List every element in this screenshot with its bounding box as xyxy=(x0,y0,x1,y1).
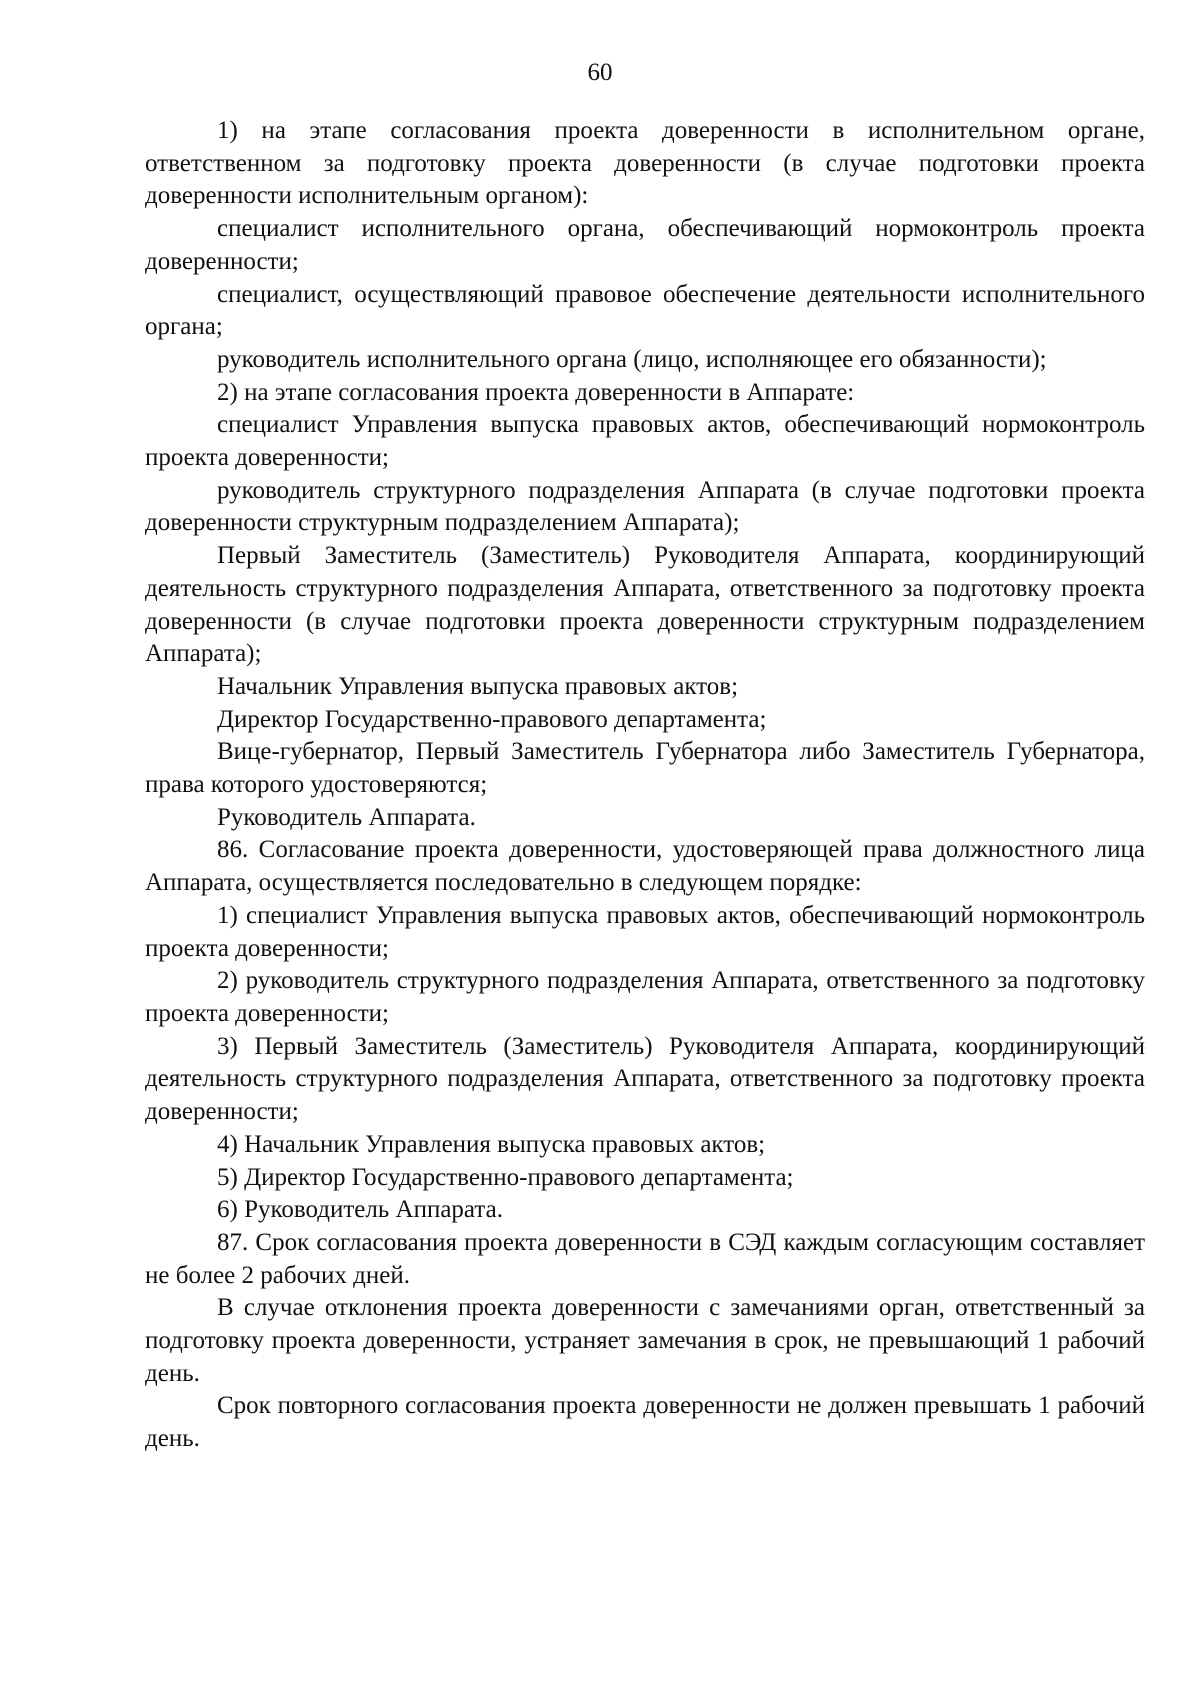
paragraph: 2) руководитель структурного подразделения Аппарата, ответственного за подготовку проекта доверенности; xyxy=(145,967,1145,1027)
paragraph: 5) Директор Государственно-правового департамента; xyxy=(217,1163,794,1191)
paragraph: Начальник Управления выпуска правовых актов; xyxy=(217,672,739,700)
paragraph: 6) Руководитель Аппарата. xyxy=(217,1196,503,1224)
paragraph: 87. Срок согласования проекта доверенности в СЭД каждым согласующим составляет не более 2 рабочих дней. xyxy=(145,1228,1145,1289)
paragraph: 2) на этапе согласования проекта доверенности в Аппарате: xyxy=(217,378,855,406)
paragraph: Срок повторного согласования проекта доверенности не должен превышать 1 рабочий день. xyxy=(145,1392,1145,1453)
paragraph: Первый Заместитель (Заместитель) Руководителя Аппарата, координирующий деятельность структурного подразделения Аппарата, ответственного за подготовку проекта доверенности (в случае подготовки проекта доверенности структурным подразделением Аппарата); xyxy=(145,542,1145,668)
paragraph: 86. Согласование проекта доверенности, удостоверяющей права должностного лица Аппарата, осуществляется последовательно в следующем порядке: xyxy=(145,836,1145,897)
paragraph: Вице-губернатор, Первый Заместитель Губернатора либо Заместитель Губернатора, права которого удостоверяются; xyxy=(145,738,1145,799)
paragraph: руководитель исполнительного органа (лицо, исполняющее его обязанности); xyxy=(217,345,1047,373)
paragraph: специалист Управления выпуска правовых актов, обеспечивающий нормоконтроль проекта доверенности; xyxy=(145,411,1145,472)
paragraph: специалист, осуществляющий правовое обеспечение деятельности исполнительного органа; xyxy=(145,280,1145,341)
paragraph: специалист исполнительного органа, обеспечивающий нормоконтроль проекта доверенности; xyxy=(145,215,1145,275)
paragraph: 3) Первый Заместитель (Заместитель) Руководителя Аппарата, координирующий деятельность структурного подразделения Аппарата, ответственного за подготовку проекта доверенности; xyxy=(145,1032,1145,1126)
paragraph: 1) специалист Управления выпуска правовых актов, обеспечивающий нормоконтроль проекта доверенности; xyxy=(145,901,1145,962)
page-number: 60 xyxy=(587,59,613,86)
paragraph: 4) Начальник Управления выпуска правовых актов; xyxy=(217,1130,766,1158)
paragraph: Директор Государственно-правового департамента; xyxy=(217,705,767,733)
paragraph: руководитель структурного подразделения Аппарата (в случае подготовки проекта доверенности структурным подразделением Аппарата); xyxy=(145,476,1145,537)
paragraph: В случае отклонения проекта доверенности с замечаниями орган, ответственный за подготовку проекта доверенности, устраняет замечания в срок, не превышающий 1 рабочий день. xyxy=(145,1294,1145,1387)
document-body xyxy=(145,115,1145,1456)
paragraph: Руководитель Аппарата. xyxy=(217,803,476,831)
paragraph: 1) на этапе согласования проекта доверенности в исполнительном органе, ответственном за подготовку проекта доверенности (в случае подготовки проекта доверенности исполнительным органом): xyxy=(145,117,1145,210)
